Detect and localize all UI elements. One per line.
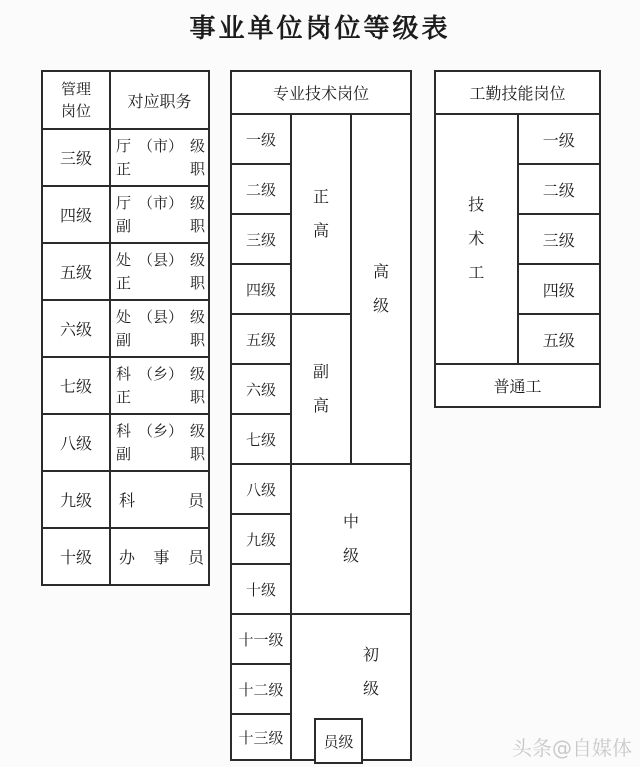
management-grade: 五级 [42,243,110,300]
page-title: 事业单位岗位等级表 [189,14,451,44]
duty-word: （县） [137,307,183,326]
management-duty [110,243,209,300]
duty-line1 [116,249,205,272]
management-duty [110,528,209,585]
duty-line2 [116,329,205,352]
duty-word: 处 [116,307,132,326]
technical-grade: 十级 [231,564,291,614]
duty-word: 正 [116,159,132,178]
duty-line2 [116,158,205,181]
duty-line1 [116,135,205,158]
technical-grade: 六级 [231,364,291,414]
yuanji-label: 员级 [323,732,354,751]
duty-word: 职 [189,444,205,463]
duty-word: 职 [189,387,205,406]
management-positions-table [41,70,210,586]
duty-word: 副 [116,330,132,349]
duty-word: 科 [116,364,132,383]
duty-word: 厅 [116,136,132,155]
watermark: 头条@自媒体 [512,736,632,760]
duty-line1 [116,306,205,329]
chuji-char: 初 [362,645,379,664]
duty-line1 [116,420,205,443]
management-row [42,186,209,243]
gaoji-char: 高 [372,262,389,281]
duty-word: （市） [137,136,183,155]
technical-grade: 二级 [231,164,291,214]
technical-grade: 七级 [231,414,291,464]
duty-word: 正 [116,387,132,406]
craft-grade: 四级 [518,264,601,314]
duty-word: 级 [189,421,205,440]
duty-word: 办 [119,548,136,567]
duty-word: 厅 [116,193,132,212]
craft-header: 工勤技能岗位 [435,71,600,114]
putong-cell: 普通工 [435,364,600,407]
yuanji-cell [314,718,363,764]
gaoji-char: 级 [372,296,389,315]
duty-line2 [116,272,205,295]
duty-line2 [116,386,205,409]
management-header-duty: 对应职务 [110,71,209,129]
duty-word: 副 [116,216,132,235]
duty-word: 处 [116,250,132,269]
technical-grade: 五级 [231,314,291,364]
zhenggao-cell [291,114,351,314]
craft-grade: 五级 [518,314,601,364]
duty-word: （乡） [137,421,183,440]
management-header-line1: 管理 [60,80,91,98]
duty-word: （县） [137,250,183,269]
management-grade: 八级 [42,414,110,471]
management-duty [110,471,209,528]
management-duty [110,129,209,186]
management-grade: 九级 [42,471,110,528]
craft-positions-table [434,70,601,408]
jigong-char: 术 [468,229,485,248]
technical-grade: 十三级 [231,714,291,760]
technical-grade: 八级 [231,464,291,514]
management-grade: 十级 [42,528,110,585]
duty-word: 科 [116,421,132,440]
management-row [42,300,209,357]
management-duty [110,357,209,414]
zhenggao-char: 高 [312,221,329,240]
management-row [42,357,209,414]
fugao-cell [291,314,351,464]
management-row [42,471,209,528]
management-grade: 三级 [42,129,110,186]
technical-grade: 十一级 [231,614,291,664]
duty-word: 正 [116,273,132,292]
duty-word: 职 [189,159,205,178]
duty-line1 [116,363,205,386]
technical-header: 专业技术岗位 [231,71,411,114]
duty-word: （乡） [137,364,183,383]
management-row [42,528,209,585]
craft-grade: 二级 [518,164,601,214]
jigong-char: 工 [468,263,485,282]
duty-word: 级 [189,136,205,155]
management-duty [110,300,209,357]
management-grade: 七级 [42,357,110,414]
duty-word: 事 [153,548,170,567]
duty-line1 [116,192,205,215]
duty-line2 [116,443,205,466]
technical-grade: 一级 [231,114,291,164]
duty-word: 职 [189,216,205,235]
duty-word: 职 [189,330,205,349]
management-duty [110,414,209,471]
jigong-cell [435,114,518,364]
duty-word: 级 [189,364,205,383]
management-header-grade [42,71,110,129]
management-grade: 六级 [42,300,110,357]
zhongji-cell [291,464,411,614]
fugao-char: 副 [312,362,329,381]
technical-grade: 九级 [231,514,291,564]
duty-word: 级 [189,193,205,212]
duty-line2 [116,215,205,238]
duty-word: （市） [137,193,183,212]
technical-grade: 十二级 [231,664,291,714]
duty-word: 级 [189,250,205,269]
zhongji-char: 级 [342,546,359,565]
technical-grade: 三级 [231,214,291,264]
technical-positions-table [230,70,412,761]
management-grade: 四级 [42,186,110,243]
gaoji-cell [351,114,411,464]
management-duty [110,186,209,243]
management-header-line2: 岗位 [60,102,91,120]
chuji-char: 级 [362,679,379,698]
duty-word: 员 [187,491,204,510]
zhenggao-char: 正 [312,187,329,206]
craft-grade: 一级 [518,114,601,164]
fugao-char: 高 [312,396,329,415]
technical-grade: 四级 [231,264,291,314]
duty-word: 员 [187,548,204,567]
management-row [42,129,209,186]
duty-word: 副 [116,444,132,463]
duty-word: 职 [189,273,205,292]
duty-word: 科 [119,491,136,510]
management-row [42,414,209,471]
management-row [42,243,209,300]
duty-word: 级 [189,307,205,326]
zhongji-char: 中 [342,512,359,531]
jigong-char: 技 [468,195,485,214]
craft-grade: 三级 [518,214,601,264]
